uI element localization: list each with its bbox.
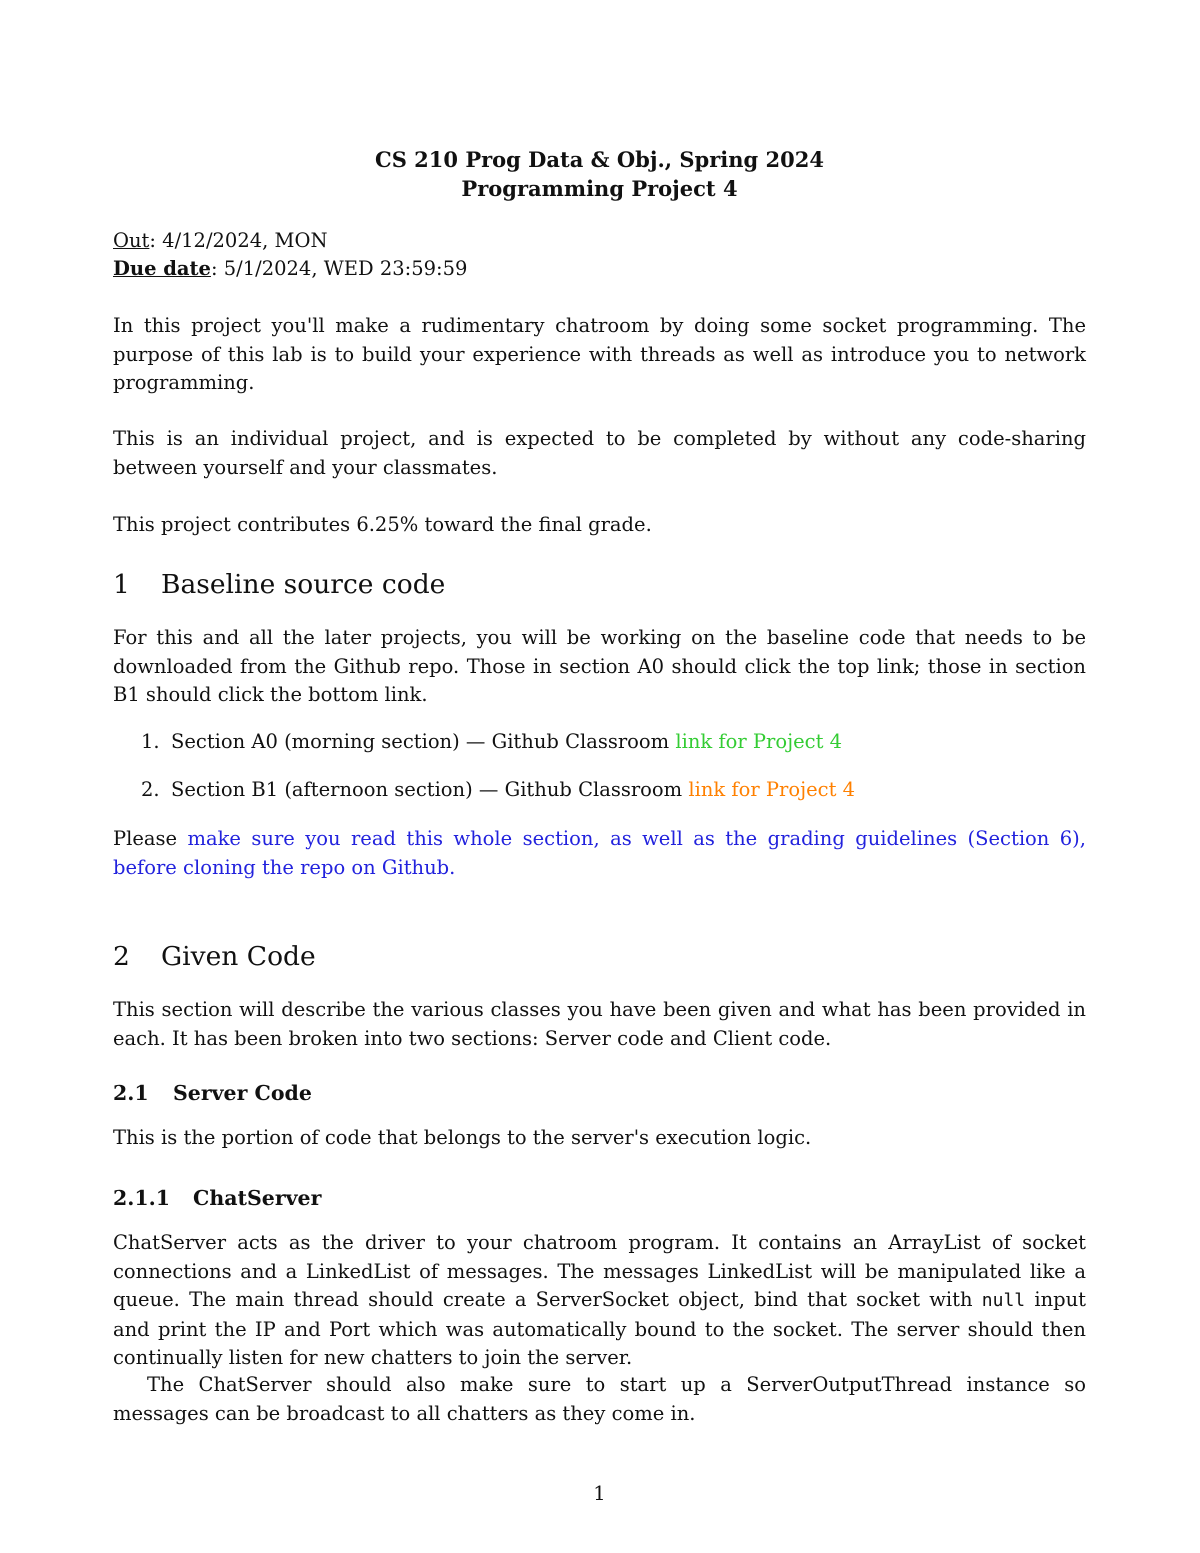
body-text-a: ChatServer acts as the driver to your chatroom program. It contains an ArrayList of socket connections and a LinkedList of messages. The messages LinkedList will be manipulated like a queue. The main thread should create a ServerSocket object, bind that socket with [113, 1231, 1086, 1311]
project-link-b1[interactable]: link for Project 4 [688, 778, 856, 801]
code-null: null [981, 1290, 1026, 1311]
out-value: : 4/12/2024, MON [149, 229, 328, 252]
list-item [141, 728, 842, 757]
list-number: 1. [141, 730, 160, 753]
document-page [113, 0, 1086, 1553]
note-prefix: Please [113, 827, 188, 850]
intro-paragraph-1: In this project you'll make a rudimentary chatroom by doing some socket programming. The purpose of this lab is to build your experience with threads as well as introduce you to network programming. [113, 314, 1086, 394]
out-date-line [113, 227, 328, 256]
section-2-1-1-heading [113, 1184, 321, 1212]
due-value: : 5/1/2024, WED 23:59:59 [210, 257, 468, 280]
due-date-line [113, 255, 467, 284]
intro-paragraph-2: This is an individual project, and is expected to be completed by without any code-sharing between yourself and your classmates. [113, 427, 1086, 479]
note-highlight: make sure you read this whole section, as well as the grading guidelines (Section 6), before cloning the repo on Github. [113, 827, 1086, 879]
page-number: 1 [593, 1482, 606, 1505]
due-label: Due date [113, 257, 211, 280]
section-number: 2.1.1 [113, 1186, 171, 1210]
list-text: Section B1 (afternoon section) — Github Classroom [171, 778, 689, 801]
section-2-1-heading [113, 1079, 312, 1107]
section-1-note [113, 825, 1086, 882]
section-2-1-1-body-2: The ChatServer should also make sure to start up a ServerOutputThread instance so messages can be broadcast to all chatters as they come in. [113, 1373, 1086, 1425]
section-2-body: This section will describe the various classes you have been given and what has been provided in each. It has been broken into two sections: Server code and Client code. [113, 998, 1086, 1050]
course-title: CS 210 Prog Data & Obj., Spring 2024 [374, 147, 824, 172]
section-1-body: For this and all the later projects, you will be working on the baseline code that needs to be downloaded from the Github repo. Those in section A0 should click the top link; those in section B1 should click the bottom link. [113, 626, 1086, 706]
section-title: Baseline source code [161, 569, 446, 600]
intro-paragraph-3: This project contributes 6.25% toward the final grade. [113, 513, 652, 536]
section-title: ChatServer [193, 1186, 322, 1210]
section-number: 2 [113, 941, 130, 972]
body-text-b: input and print the IP and Port which was automatically bound to the socket. The server should then continually listen for new chatters to join the server. [113, 1288, 1087, 1369]
section-number: 2.1 [113, 1081, 149, 1105]
section-2-1-1-body [113, 1229, 1086, 1373]
project-link-a0[interactable]: link for Project 4 [675, 730, 843, 753]
section-2-heading [113, 940, 316, 974]
section-number: 1 [113, 569, 130, 600]
list-text: Section A0 (morning section) — Github Classroom [171, 730, 676, 753]
project-title: Programming Project 4 [461, 176, 738, 201]
list-number: 2. [141, 778, 160, 801]
section-2-1-body: This is the portion of code that belongs to the server's execution logic. [113, 1126, 812, 1149]
section-title: Server Code [173, 1081, 312, 1105]
list-item [141, 776, 855, 805]
out-label: Out [113, 229, 150, 252]
section-1-heading [113, 568, 445, 602]
section-title: Given Code [161, 941, 316, 972]
